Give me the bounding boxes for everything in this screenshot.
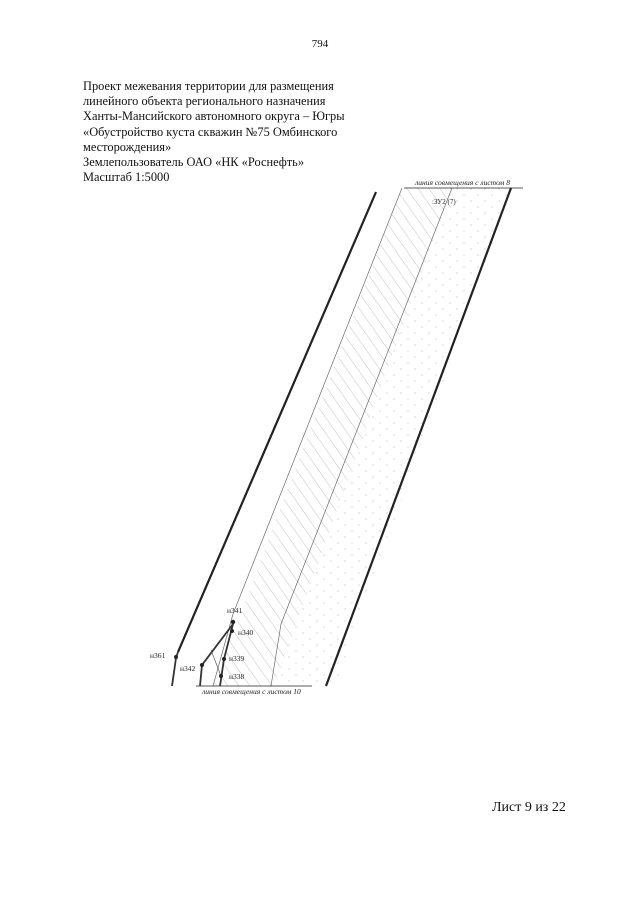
survey-point bbox=[219, 674, 223, 678]
point-label: н340 bbox=[238, 628, 254, 637]
point-label: н361 bbox=[150, 651, 166, 660]
header-line: «Обустройство куста скважин №75 Омбинского bbox=[83, 124, 338, 139]
page-number: 794 bbox=[311, 38, 329, 50]
header-line: линейного объекта регионального назначения bbox=[83, 94, 326, 109]
header-line: Ханты-Мансийского автономного округа – Югры bbox=[83, 109, 345, 124]
point-label: н341 bbox=[227, 606, 243, 615]
header-line: Масштаб 1:5000 bbox=[83, 170, 170, 185]
survey-point bbox=[174, 655, 178, 659]
point-label: н342 bbox=[180, 664, 196, 673]
point-label: н338 bbox=[229, 672, 245, 681]
header-line: Землепользователь ОАО «НК «Роснефть» bbox=[83, 155, 305, 170]
header-line: Проект межевания территории для размещения bbox=[83, 79, 334, 93]
top-match-line-label: линия совмещения с листом 8 bbox=[415, 178, 510, 187]
survey-point bbox=[231, 620, 235, 624]
bottom-match-line-label: линия совмещения с листом 10 bbox=[202, 687, 301, 696]
header-line: месторождения» bbox=[83, 139, 172, 154]
parcel-label: :ЗУ2 (7) bbox=[432, 198, 456, 206]
sheet-number: Лист 9 из 22 bbox=[492, 800, 566, 815]
survey-point bbox=[222, 657, 226, 661]
point-label: н339 bbox=[229, 654, 245, 663]
survey-point bbox=[200, 663, 204, 667]
survey-point bbox=[230, 629, 234, 633]
